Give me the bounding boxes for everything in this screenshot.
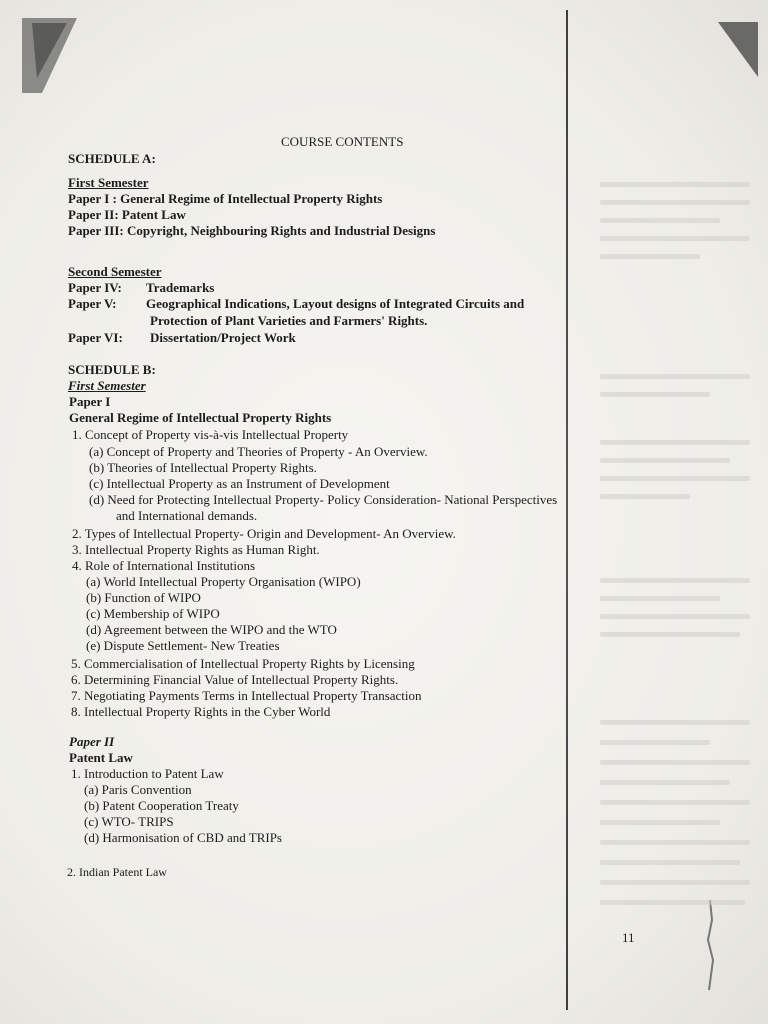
bleed-through [600,860,740,865]
topic-subitem: (d) Need for Protecting Intellectual Property- Policy Consideration- National Perspectives [89,492,558,507]
bleed-through [600,780,730,785]
bleed-through [600,578,750,583]
paper-subject: Patent Law [69,750,133,765]
topic-subitem: (a) World Intellectual Property Organisation (WIPO) [86,574,361,589]
topic-subitem: (a) Paris Convention [84,782,192,797]
topic-subitem: (c) Intellectual Property as an Instrument of Development [89,476,390,491]
bleed-through [600,182,750,187]
paper-entry: Paper III: Copyright, Neighbouring Rights and Industrial Designs [68,223,436,238]
second-semester-title: Second Semester [68,264,162,279]
bleed-through [600,880,750,885]
bleed-through [600,720,750,725]
paper-subject: General Regime of Intellectual Property Rights [69,410,332,425]
paper-title-continued: Protection of Plant Varieties and Farmers' Rights. [150,313,428,328]
topic-item: 6. Determining Financial Value of Intellectual Property Rights. [71,672,399,687]
bleed-through [600,494,690,499]
scan-corner-shadow [22,18,82,93]
first-semester-title: First Semester [68,175,149,190]
topic-item: 3. Intellectual Property Rights as Human Right. [72,542,320,557]
bleed-through [600,596,720,601]
topic-item: 1. Introduction to Patent Law [71,766,224,781]
topic-item: 7. Negotiating Payments Terms in Intellectual Property Transaction [71,688,422,703]
topic-subitem-continued: and International demands. [116,508,258,523]
bleed-through [600,840,750,845]
topic-subitem: (c) WTO- TRIPS [84,814,174,829]
paper-entry: Paper I : General Regime of Intellectual Property Rights [68,191,383,206]
topic-subitem: (b) Function of WIPO [86,590,201,605]
bleed-through [600,614,750,619]
topic-subitem: (b) Theories of Intellectual Property Rights. [89,460,317,475]
bleed-through [600,236,750,241]
paper-title: Geographical Indications, Layout designs of Integrated Circuits and [146,296,525,311]
bleed-through [600,800,750,805]
page-heading: COURSE CONTENTS [281,134,404,149]
page-number: 11 [622,930,635,945]
paper-entry: Paper II: Patent Law [68,207,186,222]
paper-title: Dissertation/Project Work [150,330,296,345]
topic-subitem: (d) Harmonisation of CBD and TRIPs [84,830,282,845]
first-semester-title: First Semester [68,378,146,393]
paper-number: Paper IV: [68,280,122,295]
topic-subitem: (d) Agreement between the WIPO and the WTO [86,622,337,637]
bleed-through [600,374,750,379]
bleed-through [600,440,750,445]
topic-item: 2. Types of Intellectual Property- Origin and Development- An Overview. [72,526,456,541]
schedule-a-title: SCHEDULE A: [68,151,156,166]
paper-title: Trademarks [146,280,215,295]
topic-subitem: (c) Membership of WIPO [86,606,220,621]
bleed-through [600,392,710,397]
schedule-b-title: SCHEDULE B: [68,362,156,377]
bleed-through [600,900,745,905]
paper-label: Paper I [69,394,111,409]
bleed-through [600,476,750,481]
topic-item: 5. Commercialisation of Intellectual Property Rights by Licensing [71,656,415,671]
bleed-through [600,200,750,205]
topic-subitem: (a) Concept of Property and Theories of Property - An Overview. [89,444,428,459]
bleed-through [600,740,710,745]
page-fold-line [566,10,568,1010]
topic-subitem: (e) Dispute Settlement- New Treaties [86,638,280,653]
binding-edge-mark [700,900,720,990]
topic-item: 8. Intellectual Property Rights in the Cyber World [71,704,331,719]
bleed-through [600,760,750,765]
bleed-through [600,254,700,259]
topic-subitem: (b) Patent Cooperation Treaty [84,798,239,813]
scan-corner-shadow-right [718,22,758,77]
paper-number: Paper V: [68,296,117,311]
bleed-through [600,820,720,825]
topic-item: 4. Role of International Institutions [72,558,256,573]
paper-label: Paper II [69,734,115,749]
topic-item: 1. Concept of Property vis-à-vis Intellectual Property [72,427,349,442]
topic-item: 2. Indian Patent Law [67,865,167,879]
bleed-through [600,218,720,223]
bleed-through [600,632,740,637]
paper-number: Paper VI: [68,330,123,345]
bleed-through [600,458,730,463]
